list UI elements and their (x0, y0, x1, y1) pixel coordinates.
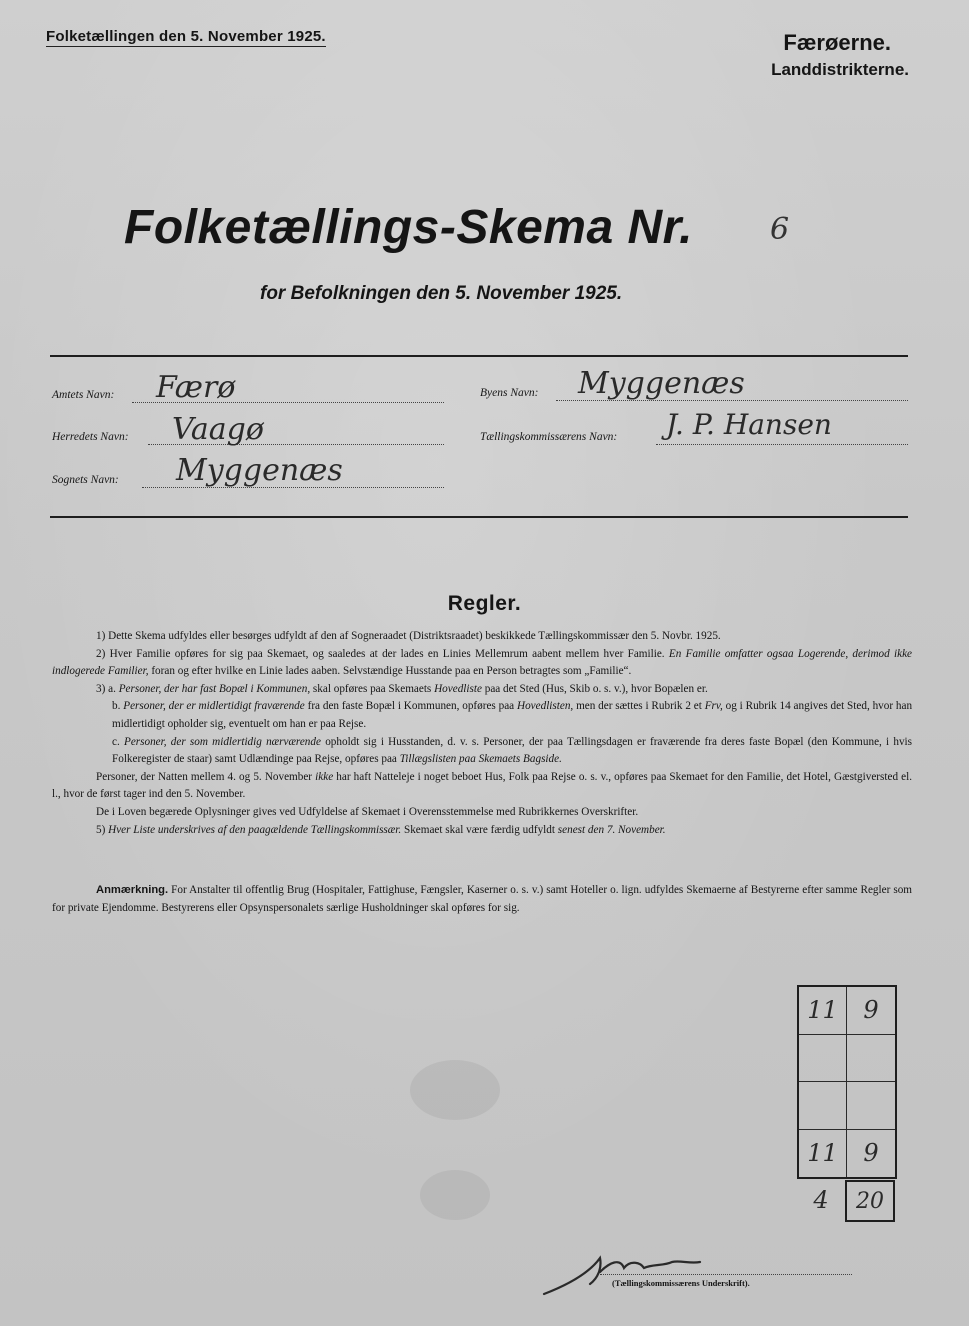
remark-text: For Anstalter til offentlig Brug (Hospitaler, Fattighuse, Fængsler, Kaserner o. s. v.) samt Hoteller o. lign. udfyldes Skemaerne af Bestyrerne efter samme Regler som for private Ejendomme. Bestyrerens eller Opsynspersonalets særlige Husholdninger skal opføres for sig. (52, 884, 913, 914)
tally-cell: 11 (799, 987, 847, 1035)
tally-extra-right: 20 (845, 1180, 895, 1222)
tally-box (797, 985, 897, 1179)
form-subtitle: for Befolkningen den 5. November 1925. (260, 283, 623, 304)
kommissaer-value: J. P. Hansen (666, 408, 832, 441)
tally-cell (847, 1035, 895, 1083)
signature-mark (540, 1248, 720, 1298)
rule-3c: c. Personer, der som midlertidig nærværende opholdt sig i Husstanden, d. v. s. Personer, der paa Tællingsdagen er fraværende fra deres faste Bopæl (den Kommune, i hvis Folkeregister de staar) samt Udlændinge paa Rejse, opføres paa Tillægslisten paa Skemaets Bagside. (112, 735, 913, 766)
region-header: Færøerne. (783, 30, 891, 55)
remark (52, 882, 912, 917)
rules-body (52, 628, 912, 839)
rule-5: 5) Hver Liste underskrives af den paagældende Tællingskommissær. Skemaet skal være færdig udfyldt senest den 7. November. (96, 823, 666, 836)
tally-cell: 9 (847, 987, 895, 1035)
by-label: Byens Navn: (480, 387, 539, 399)
kommissaer-label: Tællingskommissærens Navn: (480, 431, 618, 443)
rule-2: 2) Hver Familie opføres for sig paa Skemaet, og saaledes at der lades en Linies Mellemrum aabent mellem hver Familie. En Familie omfatter ogsaa Logerende, derimod ikke indlogerede Familier, foran og efter hvilke en Linie lades aaben. Selvstændige Husstande paa en Person betragtes som „Familie“. (52, 647, 913, 678)
district-header: Landdistrikterne. (771, 60, 909, 79)
tally-extra-left: 4 (813, 1186, 829, 1214)
sogn-value: Myggenæs (176, 453, 343, 488)
tally-cell: 11 (799, 1130, 847, 1178)
bottom-divider (50, 516, 908, 518)
rule-3b: b. Personer, der er midlertidigt fraværende fra den faste Bopæl i Kommunen, opføres paa Hovedlisten, men der sættes i Rubrik 2 et Frv, og i Rubrik 14 angives det Sted, hvor han midlertidigt opholder sig, eventuelt om han er paa Rejse. (112, 700, 913, 730)
paper-stain (420, 1170, 490, 1220)
rule-4: De i Loven begærede Oplysninger gives ved Udfyldelse af Skemaet i Overensstemmelse med Rubrikkernes Overskrifter. (96, 805, 639, 818)
by-value: Myggenæs (578, 366, 745, 401)
tally-cell (847, 1082, 895, 1130)
census-date-header: Folketællingen den 5. November 1925. (46, 28, 326, 45)
kommissaer-line (656, 444, 908, 445)
tally-cell (799, 1082, 847, 1130)
form-title: Folketællings-Skema Nr. (124, 201, 694, 254)
rule-3d: Personer, der Natten mellem 4. og 5. November ikke har haft Natteleje i noget beboet Hus, Folk paa Rejse o. s. v., opføres paa Skemaet for den Familie, det Hotel, Gæstgiversted el. l., hvor de først tager ind den 5. November. (52, 770, 913, 801)
herred-label: Herredets Navn: (52, 431, 129, 443)
top-divider (50, 355, 908, 357)
tally-cell: 9 (863, 1139, 879, 1168)
tally-cell (799, 1035, 847, 1083)
signature-label: (Tællingskommissærens Underskrift). (612, 1278, 750, 1288)
sogn-label: Sognets Navn: (52, 474, 119, 486)
remark-label: Anmærkning. (96, 884, 169, 896)
amt-value: Færø (156, 370, 236, 405)
paper-stain (410, 1060, 500, 1120)
rules-heading: Regler. (447, 592, 522, 615)
rule-3a: 3) a. Personer, der har fast Bopæl i Kommunen, skal opføres paa Skemaets Hovedliste paa det Sted (Hus, Skib o. s. v.), hvor Bopælen er. (96, 682, 708, 695)
form-number-handwritten: 6 (770, 212, 790, 247)
herred-value: Vaagø (172, 412, 264, 447)
signature-line (600, 1274, 852, 1275)
rule-1: 1) Dette Skema udfyldes eller besørges udfyldt af den af Sogneraadet (Distriktsraadet) beskikkede Tællingskommissær den 5. Novbr. 1925. (96, 630, 721, 642)
amt-label: Amtets Navn: (52, 389, 115, 401)
